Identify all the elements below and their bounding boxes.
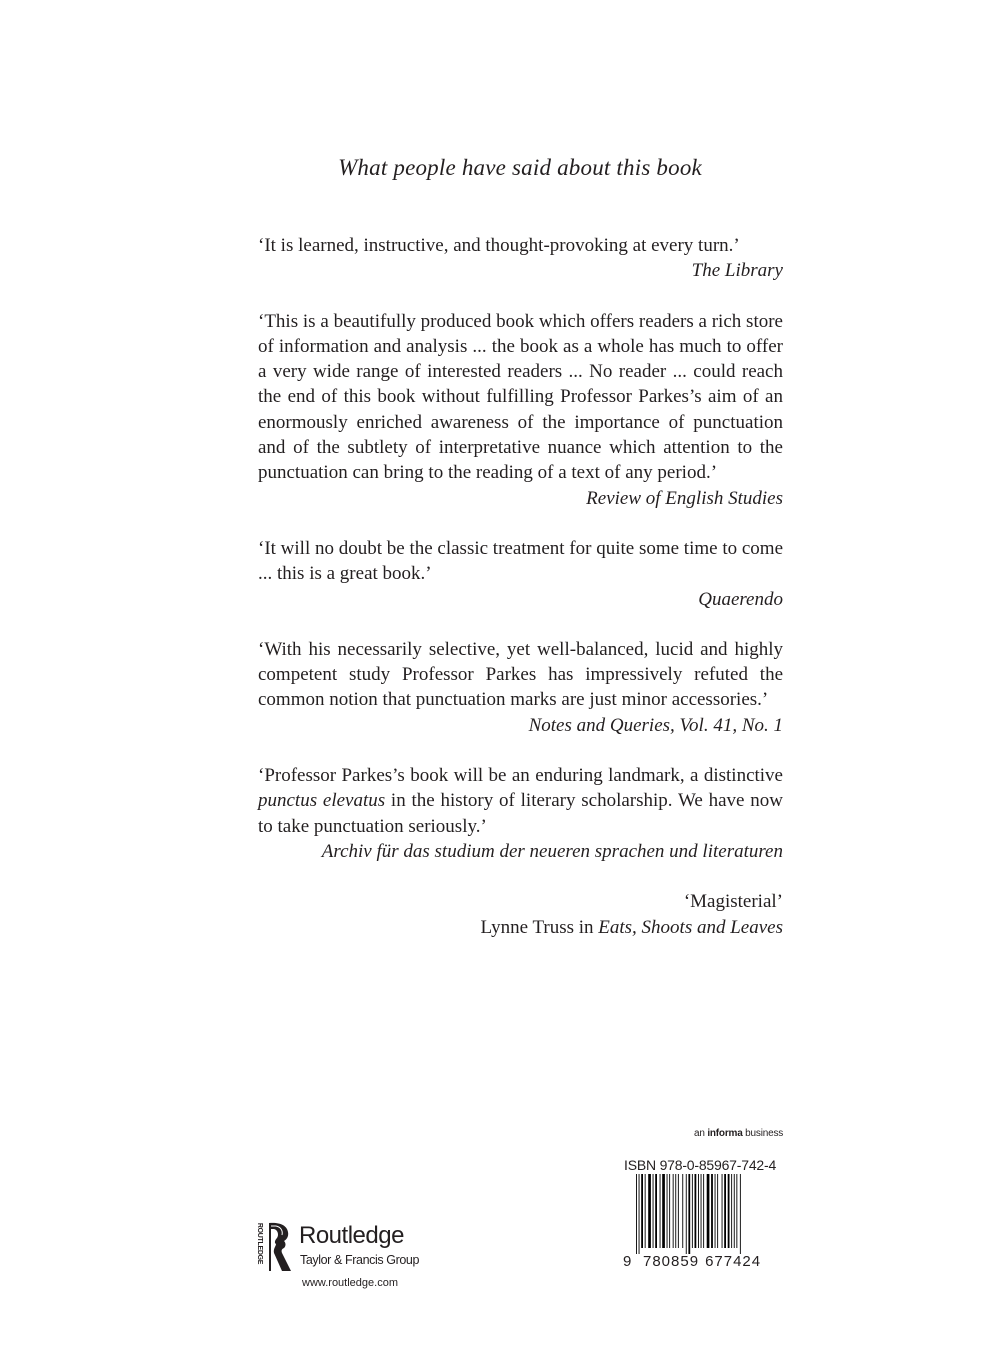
- review-quote: [258, 763, 783, 839]
- review-quote: ‘It is learned, instructive, and thought-provoking at every turn.’: [258, 235, 740, 256]
- barcode-bar: [641, 1174, 643, 1248]
- barcode-bar: [682, 1174, 683, 1248]
- barcode-bar: [724, 1174, 726, 1248]
- quote-text: in the history of literary scholarship. We have now to take punctuation seriously.’: [258, 790, 783, 837]
- barcode-bar: [740, 1174, 741, 1254]
- barcode-bar: [734, 1174, 735, 1248]
- barcode-bar: [662, 1174, 665, 1248]
- barcode-bar: [678, 1174, 679, 1248]
- barcode-bar: [698, 1174, 699, 1248]
- barcode-first-digit: 9: [623, 1253, 633, 1270]
- review-quote: ‘This is a beautifully produced book which offers readers a rich store of information and analysis ... the book as a whole has much to offer a very wide range of interested readers ... No reader ... could reach the end of this book without fulfilling Professor Parkes’s aim of an enormously enriched awareness of the importance of punctuation and of the subtlety of interpretative nuance which attention to the punctuation can bring to the reading of a text of any period.’: [258, 310, 783, 484]
- barcode-bar: [707, 1174, 710, 1248]
- routledge-vertical-wordmark: ROUTLEDGE: [256, 1222, 264, 1265]
- review-notes-and-queries: [258, 637, 783, 738]
- barcode: [636, 1174, 752, 1254]
- barcode-bar: [686, 1174, 687, 1254]
- review-quaerendo: [258, 536, 783, 612]
- barcode-bar: [731, 1174, 732, 1248]
- barcode-right-digits: 677424: [705, 1253, 762, 1270]
- barcode-bar: [648, 1174, 651, 1248]
- barcode-bar: [703, 1174, 704, 1248]
- publisher-group: Taylor & Francis Group: [300, 1253, 420, 1267]
- barcode-bar: [673, 1174, 674, 1248]
- informa-brand: informa: [707, 1128, 743, 1139]
- barcode-bar: [645, 1174, 646, 1248]
- routledge-logo: [257, 1222, 457, 1302]
- isbn-label: ISBN 978-0-85967-742-4: [624, 1157, 777, 1173]
- barcode-digits: [623, 1253, 761, 1270]
- barcode-bar: [715, 1174, 716, 1248]
- review-lynne-truss: [258, 889, 783, 940]
- review-english-studies: [258, 309, 783, 511]
- review-quote: ‘It will no doubt be the classic treatment for quite some time to come ... this is a great book.’: [258, 537, 783, 585]
- informa-suffix: business: [742, 1128, 784, 1139]
- barcode-bar: [660, 1174, 661, 1248]
- barcode-bar: [736, 1174, 737, 1248]
- quote-italic-term: punctus elevatus: [258, 790, 386, 812]
- review-source: The Library: [691, 260, 783, 282]
- review-source: Quaerendo: [698, 588, 783, 610]
- review-source: [258, 915, 783, 940]
- barcode-bar: [636, 1174, 637, 1254]
- barcode-bar: [675, 1174, 676, 1248]
- review-source: Notes and Queries, Vol. 41, No. 1: [528, 714, 783, 736]
- barcode-bar: [717, 1174, 718, 1248]
- barcode-bar: [701, 1174, 702, 1248]
- barcode-bar: [728, 1174, 730, 1248]
- barcode-bar: [653, 1174, 654, 1248]
- barcode-bar: [692, 1174, 693, 1248]
- barcode-bar: [695, 1174, 697, 1248]
- informa-prefix: an: [694, 1128, 708, 1139]
- review-source: Review of English Studies: [586, 487, 783, 509]
- informa-business-tagline: [694, 1128, 783, 1139]
- quote-text: ‘Professor Parkes’s book will be an enduring landmark, a distinctive: [258, 765, 783, 787]
- publisher-name: Routledge: [299, 1222, 404, 1249]
- source-prefix: Lynne Truss in: [480, 916, 599, 938]
- barcode-bar: [667, 1174, 668, 1248]
- barcode-bar: [722, 1174, 723, 1248]
- review-quote: ‘With his necessarily selective, yet well-balanced, lucid and highly competent study Professor Parkes has impressively refuted the common notion that punctuation marks are just minor accessories.’: [258, 638, 783, 711]
- barcode-bar: [688, 1174, 690, 1254]
- review-source: Archiv für das studium der neueren sprachen und literaturen: [321, 840, 783, 862]
- barcode-bar: [669, 1174, 670, 1248]
- publisher-url: www.routledge.com: [302, 1277, 398, 1289]
- barcode-bar: [639, 1174, 640, 1254]
- source-italic-title: Eats, Shoots and Leaves: [598, 916, 783, 938]
- page-heading: What people have said about this book: [338, 155, 702, 180]
- barcode-bar: [711, 1174, 713, 1248]
- reviews-list: [258, 233, 783, 965]
- barcode-left-digits: 780859: [643, 1253, 700, 1270]
- review-the-library: [258, 233, 783, 284]
- review-archiv: [258, 763, 783, 864]
- review-quote: ‘Magisterial’: [683, 891, 783, 913]
- barcode-bar: [655, 1174, 657, 1248]
